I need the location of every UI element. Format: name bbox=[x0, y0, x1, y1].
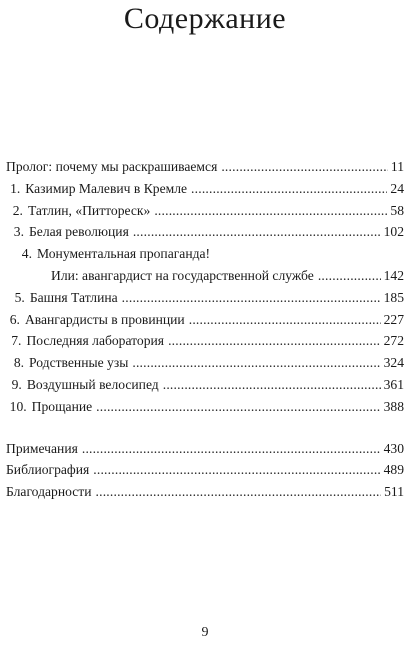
leader-dots bbox=[96, 396, 380, 418]
leader-dots bbox=[189, 309, 381, 331]
toc-entry-page: 361 bbox=[383, 376, 404, 392]
toc-entry-title: Родственные узы bbox=[29, 355, 129, 371]
leader-dots bbox=[132, 352, 380, 374]
toc-entry-page: 142 bbox=[383, 267, 404, 283]
leader-dots bbox=[93, 459, 380, 481]
leader-dots bbox=[82, 438, 381, 460]
leader-dots bbox=[168, 330, 381, 352]
toc-entry-page: 324 bbox=[383, 355, 404, 371]
chapter-number: 5. bbox=[14, 289, 25, 305]
toc-entry-title: Казимир Малевич в Кремле bbox=[25, 180, 188, 196]
toc-entry-bibliography bbox=[6, 459, 404, 481]
chapter-number: 6. bbox=[9, 311, 20, 327]
toc-entry-title: Воздушный велосипед bbox=[26, 376, 159, 392]
toc-entry-page: 185 bbox=[383, 289, 404, 305]
toc-entry-page: 430 bbox=[383, 440, 404, 456]
toc-entry-title: Татлин, «Питтореск» bbox=[27, 202, 151, 218]
chapter-number: 4. bbox=[21, 246, 32, 262]
chapter-number: 2. bbox=[12, 202, 23, 218]
chapter-number: 3. bbox=[13, 224, 24, 240]
section-gap bbox=[6, 418, 404, 438]
leader-dots bbox=[96, 481, 382, 503]
toc-entry-page: 102 bbox=[383, 224, 404, 240]
leader-dots bbox=[191, 178, 387, 200]
chapter-number: 7. bbox=[11, 333, 22, 349]
toc-entry-chapter-4-subtitle bbox=[6, 265, 404, 287]
leader-dots bbox=[154, 200, 387, 222]
toc-entry-page: 511 bbox=[384, 484, 404, 500]
chapter-number: 10. bbox=[9, 398, 27, 414]
toc-entry-title: Башня Татлина bbox=[29, 289, 118, 305]
toc-entry-title: Благодарности bbox=[6, 484, 92, 500]
toc-entry-chapter-1 bbox=[6, 178, 404, 200]
toc-entry-title: Последняя лаборатория bbox=[26, 333, 165, 349]
toc-entry-page: 11 bbox=[390, 159, 404, 174]
table-of-contents bbox=[6, 156, 404, 503]
toc-entry-page: 24 bbox=[390, 180, 404, 196]
page-number: 9 bbox=[201, 625, 209, 640]
toc-entry-page: 272 bbox=[383, 333, 404, 349]
chapter-number: 1. bbox=[10, 180, 21, 196]
toc-entry-title: Белая революция bbox=[29, 224, 129, 240]
toc-entry-chapter-4 bbox=[6, 243, 404, 265]
toc-entry-prologue bbox=[6, 156, 404, 178]
toc-entry-subtitle: Или: авангардист на государственной службе bbox=[51, 267, 314, 283]
toc-entry-title: Пролог: почему мы раскрашиваемся bbox=[6, 159, 218, 174]
leader-dots bbox=[318, 265, 381, 287]
toc-entry-page: 388 bbox=[383, 398, 404, 414]
toc-entry-title: Монументальная пропаганда! bbox=[37, 246, 211, 262]
leader-dots bbox=[122, 287, 381, 309]
toc-entry-chapter-3 bbox=[6, 221, 404, 243]
page-title: Содержание bbox=[123, 2, 287, 35]
toc-entry-chapter-8 bbox=[6, 352, 404, 374]
toc-entry-acknowledgements bbox=[6, 481, 404, 503]
toc-entry-chapter-7 bbox=[6, 330, 404, 352]
toc-entry-title: Примечания bbox=[6, 440, 78, 456]
chapter-number: 8. bbox=[13, 355, 25, 371]
toc-entry-title: Библиография bbox=[6, 462, 90, 478]
leader-dots bbox=[163, 374, 381, 396]
toc-entry-page: 489 bbox=[383, 462, 404, 478]
toc-entry-chapter-5 bbox=[6, 287, 404, 309]
toc-entry-title: Авангардисты в провинции bbox=[24, 311, 185, 327]
toc-entry-chapter-2 bbox=[6, 200, 404, 222]
toc-entry-notes bbox=[6, 438, 404, 460]
toc-entry-chapter-9 bbox=[6, 374, 404, 396]
toc-entry-title: Прощание bbox=[31, 398, 93, 414]
toc-entry-page: 227 bbox=[383, 311, 404, 327]
leader-dots bbox=[221, 156, 388, 178]
toc-entry-chapter-10 bbox=[6, 396, 404, 418]
toc-entry-chapter-6 bbox=[6, 309, 404, 331]
chapter-number: 9. bbox=[11, 376, 22, 392]
toc-entry-page: 58 bbox=[390, 202, 404, 218]
leader-dots bbox=[133, 221, 381, 243]
